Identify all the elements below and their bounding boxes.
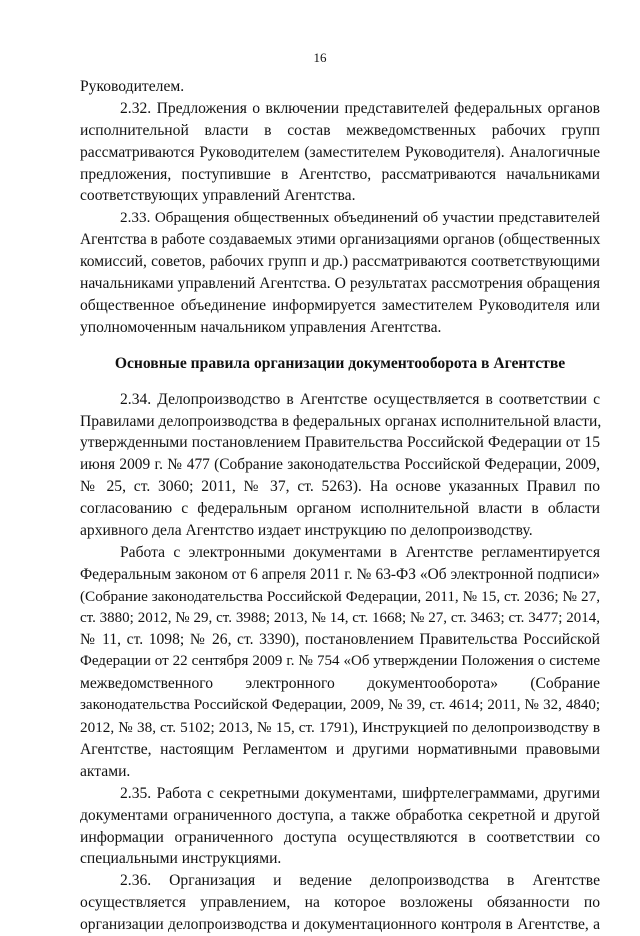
page-number: 16 xyxy=(313,50,327,65)
paragraph-2-34-line: № 25, ст. 3060; 2011, № 37, ст. 5263). На основе указанных Правил по xyxy=(80,478,600,496)
paragraph-2-34-line: июня 2009 г. № 477 (Собрание законодательства Российской Федерации, 2009, xyxy=(80,456,600,474)
paragraph-electronic-line: № 11, ст. 1098; № 26, ст. 3390), постановлением Правительства Российской xyxy=(80,631,600,649)
text-line: Руководителем. xyxy=(80,78,185,95)
paragraph-electronic-line: (Собрание законодательства Российской Федерации, 2011, № 15, ст. 2036; № 27, xyxy=(80,587,600,605)
paragraph-2-34-line: архивного дела Агентство издает инструкцию по делопроизводству. xyxy=(80,522,533,540)
paragraph-electronic-line: актами. xyxy=(80,762,131,780)
paragraph-electronic-line: ст. 3880; 2012, № 29, ст. 3988; 2013, № 14, ст. 1668; № 27, ст. 3463; ст. 3477; 2014, xyxy=(80,609,600,626)
paragraph-2-34-line: согласованию с федеральным органом исполнительной власти в области xyxy=(80,500,600,518)
paragraph-2-33-line: уполномоченным начальником управления Агентства. xyxy=(80,318,442,336)
paragraph-2-32-line: исполнительной власти в состав межведомственных рабочих групп xyxy=(80,121,600,139)
paragraph-2-33-line: комиссий, советов, рабочих групп и др.) рассматриваются соответствующими xyxy=(80,253,600,271)
document-body xyxy=(80,76,600,936)
paragraph-2-35-line: информации ограниченного доступа осуществляются в соответствии со xyxy=(80,828,600,846)
paragraph-2-36-line: осуществляется управлением, на которое возложены обязанности по xyxy=(80,894,600,912)
paragraph-electronic-line: Агентстве, настоящим Регламентом и другими нормативными правовыми xyxy=(80,740,600,758)
paragraph-2-35-line: 2.35. Работа с секретными документами, шифртелеграммами, другими xyxy=(120,784,600,802)
paragraph-2-33-line: начальниками управлений Агентства. О результатах рассмотрения обращения xyxy=(80,275,600,293)
spacer xyxy=(80,376,600,389)
paragraph-electronic-line: межведомственного электронного документооборота» (Собрание xyxy=(80,675,600,693)
paragraph-2-34-line: утвержденными постановлением Правительства Российской Федерации от 15 xyxy=(80,434,600,452)
paragraph-2-32-line: 2.32. Предложения о включении представителей федеральных органов xyxy=(120,99,600,117)
paragraph-electronic-line: Федерации от 22 сентября 2009 г. № 754 «Об утверждении Положения о системе xyxy=(80,653,600,670)
paragraph-2-34-line: Правилами делопроизводства в федеральных органах исполнительной власти, xyxy=(80,412,602,430)
spacer xyxy=(80,339,600,352)
section-heading: Основные правила организации документооборота в Агентстве xyxy=(114,354,566,372)
paragraph-2-32-line: предложения, поступившие в Агентство, рассматриваются начальниками xyxy=(80,165,600,183)
paragraph-2-32-line: рассматриваются Руководителем (заместителем Руководителя). Аналогичные xyxy=(80,143,600,161)
paragraph-2-35-line: документами ограниченного доступа, а также обработка секретной и другой xyxy=(80,806,600,824)
paragraph-2-36-line: 2.36. Организация и ведение делопроизводства в Агентстве xyxy=(120,872,600,890)
paragraph-2-34-line: 2.34. Делопроизводство в Агентстве осуществляется в соответствии с xyxy=(120,390,600,408)
paragraph-2-35-line: специальными инструкциями. xyxy=(80,850,282,868)
paragraph-electronic-line: Работа с электронными документами в Агентстве регламентируется xyxy=(120,543,600,561)
paragraph-2-33-line: Агентства в работе создаваемых этими организациями органов (общественных xyxy=(80,231,601,249)
paragraph-electronic-line: законодательства Российской Федерации, 2009, № 39, ст. 4614; 2011, № 32, 4840; xyxy=(80,697,600,714)
paragraph-electronic-line: 2012, № 38, ст. 5102; 2013, № 15, ст. 1791), Инструкцией по делопроизводству в xyxy=(80,719,600,737)
paragraph-2-36-line: организации делопроизводства и документационного контроля в Агентстве, а xyxy=(80,916,600,934)
paragraph-electronic-line: Федеральным законом от 6 апреля 2011 г. № 63-ФЗ «Об электронной подписи» xyxy=(80,565,600,583)
paragraph-2-33-line: 2.33. Обращения общественных объединений об участии представителей xyxy=(120,209,600,227)
paragraph-2-33-line: общественное объединение информируется заместителем Руководителя или xyxy=(80,296,600,314)
paragraph-2-32-line: соответствующих управлений Агентства. xyxy=(80,187,356,205)
